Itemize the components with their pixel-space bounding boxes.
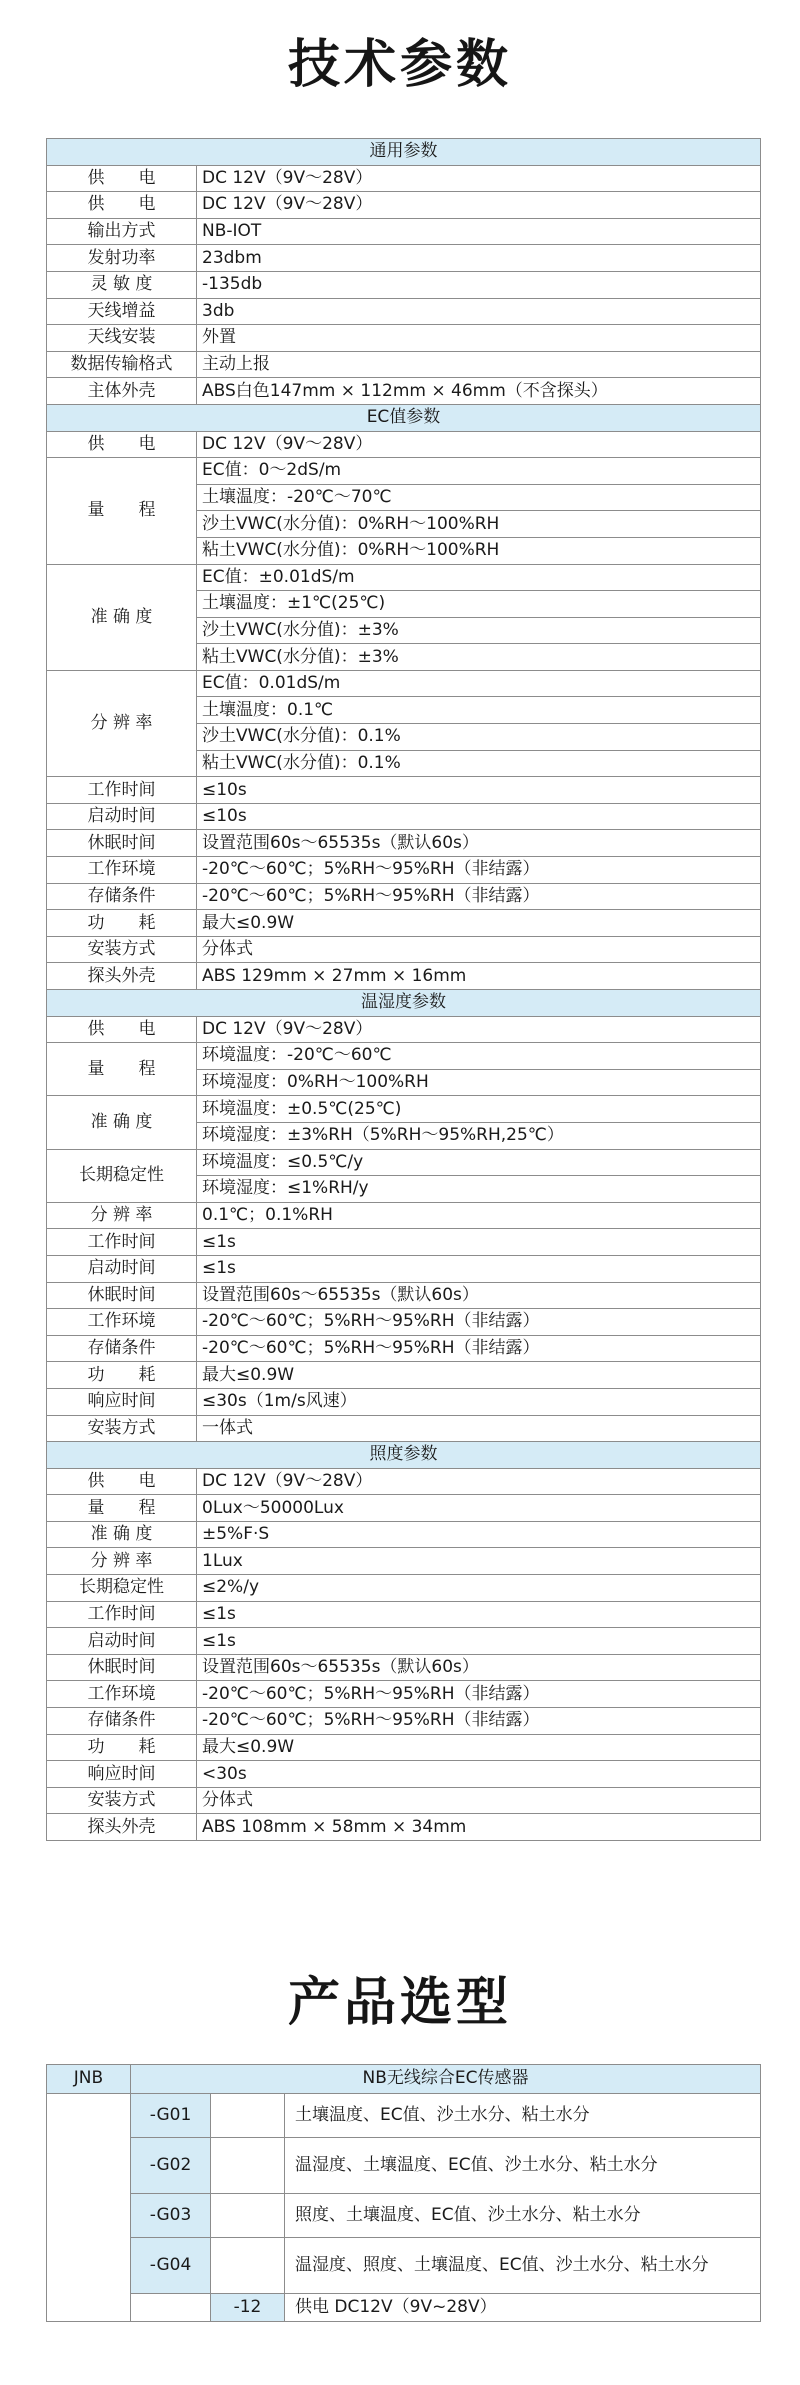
spec-label: 供 电 (47, 192, 197, 219)
spec-value: 环境湿度：≤1%RH/y (197, 1176, 761, 1203)
spec-row (47, 1787, 761, 1814)
page-title: 技术参数 (287, 35, 512, 95)
empty-cell (131, 2294, 211, 2322)
selection-header-row (47, 2065, 761, 2094)
spec-row (47, 1016, 761, 1043)
section-header-row (47, 139, 761, 166)
model-description: 温湿度、土壤温度、EC值、沙土水分、粘土水分 (285, 2138, 761, 2194)
spec-row (47, 1282, 761, 1309)
spec-value: -20℃～60℃；5%RH～95%RH（非结露） (197, 1309, 761, 1336)
spec-row (47, 1628, 761, 1655)
spec-value: -20℃～60℃；5%RH～95%RH（非结露） (197, 1708, 761, 1735)
spec-label: 准 确 度 (47, 1096, 197, 1149)
spec-value: NB-IOT (197, 218, 761, 245)
spec-label: 供 电 (47, 165, 197, 192)
spec-row (47, 1043, 761, 1070)
spec-row (47, 271, 761, 298)
spec-value: ≤2%/y (197, 1575, 761, 1602)
spec-label: 响应时间 (47, 1761, 197, 1788)
spec-label: 分 辨 率 (47, 670, 197, 776)
spec-row (47, 1149, 761, 1176)
spec-table (46, 138, 761, 1841)
spec-value: 分体式 (197, 1787, 761, 1814)
power-code: -12 (211, 2294, 285, 2322)
spec-row (47, 431, 761, 458)
model-code: -G04 (131, 2238, 211, 2294)
spec-row (47, 803, 761, 830)
spec-value: 沙土VWC(水分值)：±3% (197, 617, 761, 644)
spec-value: ABS白色147mm × 112mm × 46mm（不含探头） (197, 378, 761, 405)
spec-label: 启动时间 (47, 1628, 197, 1655)
spec-value: 设置范围60s～65535s（默认60s） (197, 1654, 761, 1681)
spec-row (47, 192, 761, 219)
spec-row (47, 883, 761, 910)
spec-value: 土壤温度：±1℃(25℃) (197, 591, 761, 618)
spec-label: 天线安装 (47, 325, 197, 352)
spec-value: DC 12V（9V～28V） (197, 165, 761, 192)
model-prefix: JNB (47, 2065, 131, 2094)
spec-value: EC值：0.01dS/m (197, 670, 761, 697)
power-row (47, 2294, 761, 2322)
spec-label: 存储条件 (47, 883, 197, 910)
spec-label: 数据传输格式 (47, 351, 197, 378)
spec-value: ≤10s (197, 803, 761, 830)
spec-label: 供 电 (47, 431, 197, 458)
spec-row (47, 1521, 761, 1548)
spec-value: 土壤温度：0.1℃ (197, 697, 761, 724)
spec-row (47, 325, 761, 352)
empty-cell (211, 2138, 285, 2194)
prefix-spacer (47, 2094, 131, 2322)
spec-label: 供 电 (47, 1468, 197, 1495)
spec-value: ±5%F·S (197, 1521, 761, 1548)
spec-value: 粘土VWC(水分值)：0.1% (197, 750, 761, 777)
spec-label: 安装方式 (47, 936, 197, 963)
spec-label: 工作环境 (47, 1681, 197, 1708)
spec-row (47, 1761, 761, 1788)
spec-label: 存储条件 (47, 1335, 197, 1362)
spec-label: 量 程 (47, 458, 197, 564)
spec-label: 响应时间 (47, 1388, 197, 1415)
section-title: 照度参数 (47, 1442, 761, 1469)
spec-label: 功 耗 (47, 1362, 197, 1389)
spec-value: 最大≤0.9W (197, 1734, 761, 1761)
section-title: 温湿度参数 (47, 990, 761, 1017)
spec-label: 灵 敏 度 (47, 271, 197, 298)
spec-value: ≤1s (197, 1255, 761, 1282)
spec-value: 设置范围60s～65535s（默认60s） (197, 1282, 761, 1309)
spec-value: 分体式 (197, 936, 761, 963)
model-code: -G01 (131, 2094, 211, 2138)
empty-cell (211, 2238, 285, 2294)
spec-label: 长期稳定性 (47, 1575, 197, 1602)
spec-row (47, 245, 761, 272)
power-description: 供电 DC12V（9V~28V） (285, 2294, 761, 2322)
spec-row (47, 165, 761, 192)
spec-row (47, 218, 761, 245)
spec-value: 粘土VWC(水分值)：0%RH～100%RH (197, 537, 761, 564)
spec-row (47, 1362, 761, 1389)
spec-value: 0Lux～50000Lux (197, 1495, 761, 1522)
spec-value: -135db (197, 271, 761, 298)
spec-value: 环境温度：-20℃～60℃ (197, 1043, 761, 1070)
model-row (47, 2238, 761, 2294)
spec-value: 0.1℃；0.1%RH (197, 1202, 761, 1229)
model-code: -G02 (131, 2138, 211, 2194)
spec-row (47, 298, 761, 325)
spec-value: 土壤温度：-20℃～70℃ (197, 484, 761, 511)
spec-label: 工作环境 (47, 857, 197, 884)
model-row (47, 2194, 761, 2238)
spec-row (47, 1654, 761, 1681)
spec-row (47, 378, 761, 405)
section-title: 通用参数 (47, 139, 761, 166)
spec-label: 启动时间 (47, 803, 197, 830)
spec-row (47, 777, 761, 804)
model-row (47, 2094, 761, 2138)
model-description: 温湿度、照度、土壤温度、EC值、沙土水分、粘土水分 (285, 2238, 761, 2294)
spec-row (47, 1548, 761, 1575)
spec-label: 供 电 (47, 1016, 197, 1043)
spec-row (47, 458, 761, 485)
section-title: EC值参数 (47, 404, 761, 431)
spec-value: <30s (197, 1761, 761, 1788)
spec-value: 环境湿度：±3%RH（5%RH～95%RH,25℃） (197, 1122, 761, 1149)
model-description: 土壤温度、EC值、沙土水分、粘土水分 (285, 2094, 761, 2138)
spec-label: 工作时间 (47, 1229, 197, 1256)
spec-row (47, 1388, 761, 1415)
spec-row (47, 1601, 761, 1628)
spec-value: 环境温度：±0.5℃(25℃) (197, 1096, 761, 1123)
spec-label: 量 程 (47, 1495, 197, 1522)
spec-value: -20℃～60℃；5%RH～95%RH（非结露） (197, 857, 761, 884)
spec-label: 输出方式 (47, 218, 197, 245)
spec-label: 工作环境 (47, 1309, 197, 1336)
spec-label: 启动时间 (47, 1255, 197, 1282)
spec-value: 环境湿度：0%RH～100%RH (197, 1069, 761, 1096)
model-code: -G03 (131, 2194, 211, 2238)
model-row (47, 2138, 761, 2194)
spec-value: 一体式 (197, 1415, 761, 1442)
spec-row (47, 670, 761, 697)
spec-label: 安装方式 (47, 1415, 197, 1442)
empty-cell (211, 2194, 285, 2238)
spec-row (47, 910, 761, 937)
spec-label: 准 确 度 (47, 1521, 197, 1548)
spec-value: DC 12V（9V～28V） (197, 192, 761, 219)
spec-value: -20℃～60℃；5%RH～95%RH（非结露） (197, 1335, 761, 1362)
spec-label: 探头外壳 (47, 963, 197, 990)
spec-value: DC 12V（9V～28V） (197, 431, 761, 458)
spec-value: 1Lux (197, 1548, 761, 1575)
spec-row (47, 936, 761, 963)
spec-value: ≤1s (197, 1601, 761, 1628)
spec-value: ABS 129mm × 27mm × 16mm (197, 963, 761, 990)
section-header-row (47, 404, 761, 431)
spec-row (47, 1495, 761, 1522)
spec-value: ≤1s (197, 1628, 761, 1655)
spec-row (47, 1309, 761, 1336)
spec-label: 休眠时间 (47, 1282, 197, 1309)
spec-row (47, 1708, 761, 1735)
spec-label: 探头外壳 (47, 1814, 197, 1841)
spec-value: 环境温度：≤0.5℃/y (197, 1149, 761, 1176)
spec-value: 粘土VWC(水分值)：±3% (197, 644, 761, 671)
spec-label: 工作时间 (47, 777, 197, 804)
spec-value: ≤30s（1m/s风速） (197, 1388, 761, 1415)
spec-label: 功 耗 (47, 910, 197, 937)
spec-value: 最大≤0.9W (197, 1362, 761, 1389)
spec-row (47, 564, 761, 591)
spec-label: 分 辨 率 (47, 1202, 197, 1229)
spec-label: 分 辨 率 (47, 1548, 197, 1575)
spec-label: 休眠时间 (47, 830, 197, 857)
spec-label: 工作时间 (47, 1601, 197, 1628)
spec-value: 23dbm (197, 245, 761, 272)
spec-value: -20℃～60℃；5%RH～95%RH（非结露） (197, 1681, 761, 1708)
spec-label: 准 确 度 (47, 564, 197, 670)
spec-row (47, 351, 761, 378)
spec-value: 最大≤0.9W (197, 910, 761, 937)
spec-value: ABS 108mm × 58mm × 34mm (197, 1814, 761, 1841)
spec-label: 发射功率 (47, 245, 197, 272)
spec-row (47, 1229, 761, 1256)
product-name: NB无线综合EC传感器 (131, 2065, 761, 2094)
spec-value: DC 12V（9V～28V） (197, 1016, 761, 1043)
spec-row (47, 1575, 761, 1602)
spec-row (47, 963, 761, 990)
spec-value: ≤10s (197, 777, 761, 804)
spec-label: 天线增益 (47, 298, 197, 325)
spec-value: ≤1s (197, 1229, 761, 1256)
spec-row (47, 1734, 761, 1761)
spec-label: 主体外壳 (47, 378, 197, 405)
spec-label: 休眠时间 (47, 1654, 197, 1681)
spec-row (47, 1681, 761, 1708)
spec-row (47, 857, 761, 884)
section-header-row (47, 1442, 761, 1469)
selection-title: 产品选型 (287, 1973, 512, 2033)
spec-label: 存储条件 (47, 1708, 197, 1735)
selection-table (46, 2064, 761, 2322)
spec-row (47, 1415, 761, 1442)
spec-value: DC 12V（9V～28V） (197, 1468, 761, 1495)
spec-label: 功 耗 (47, 1734, 197, 1761)
spec-label: 长期稳定性 (47, 1149, 197, 1202)
section-header-row (47, 990, 761, 1017)
spec-value: 主动上报 (197, 351, 761, 378)
empty-cell (211, 2094, 285, 2138)
spec-value: 沙土VWC(水分值)：0%RH～100%RH (197, 511, 761, 538)
spec-label: 安装方式 (47, 1787, 197, 1814)
spec-row (47, 830, 761, 857)
spec-row (47, 1468, 761, 1495)
spec-row (47, 1255, 761, 1282)
spec-row (47, 1202, 761, 1229)
model-description: 照度、土壤温度、EC值、沙土水分、粘土水分 (285, 2194, 761, 2238)
spec-value: EC值：±0.01dS/m (197, 564, 761, 591)
spec-value: 沙土VWC(水分值)：0.1% (197, 724, 761, 751)
spec-label: 量 程 (47, 1043, 197, 1096)
spec-value: 3db (197, 298, 761, 325)
spec-value: -20℃～60℃；5%RH～95%RH（非结露） (197, 883, 761, 910)
spec-value: 外置 (197, 325, 761, 352)
spec-row (47, 1096, 761, 1123)
spec-value: 设置范围60s～65535s（默认60s） (197, 830, 761, 857)
spec-row (47, 1814, 761, 1841)
spec-row (47, 1335, 761, 1362)
spec-value: EC值：0～2dS/m (197, 458, 761, 485)
